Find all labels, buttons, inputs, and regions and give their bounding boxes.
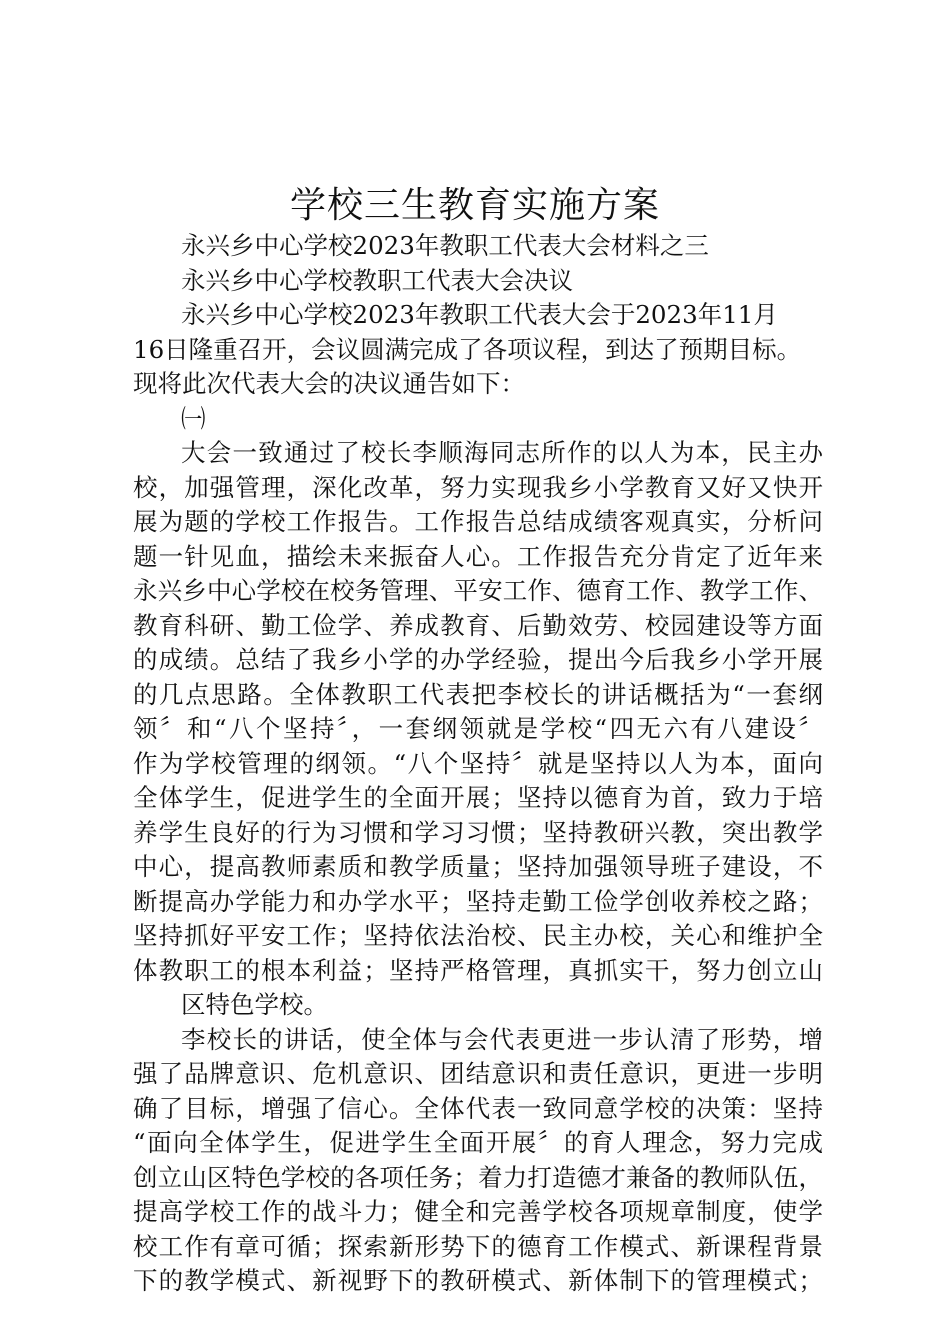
text-line: 断提高办学能力和办学水平；坚持走勤工俭学创收养校之路； — [133, 886, 823, 916]
section-marker: ㈠ — [181, 403, 206, 433]
text-line: 永兴乡中心学校在校务管理、平安工作、德育工作、教学工作、 — [133, 576, 823, 605]
text-line: 16日隆重召开，会议圆满完成了各项议程，到达了预期目标。 — [133, 334, 802, 364]
text-line: 中心，提高教师素质和教学质量；坚持加强领导班子建设，不 — [133, 852, 823, 881]
text-line: 的成绩。总结了我乡小学的办学经验，提出今后我乡小学开展 — [133, 645, 823, 674]
text-line: 体教职工的根本利益；坚持严格管理，真抓实干，努力创立山 — [133, 955, 823, 985]
text-line: 领〞和“八个坚持〞，一套纲领就是学校“四无六有八建设〞 — [133, 714, 823, 743]
text-line: 永兴乡中心学校2023年教职工代表大会于2023年11月 — [181, 300, 778, 329]
text-line: 创立山区特色学校的各项任务；着力打造德才兼备的教师队伍， — [133, 1162, 823, 1192]
text-line: 李校长的讲话，使全体与会代表更进一步认清了形势，增 — [181, 1024, 823, 1054]
text-line: 区特色学校。 — [181, 990, 328, 1019]
text-line: 下的教学模式、新视野下的教研模式、新体制下的管理模式； — [133, 1266, 823, 1295]
text-line: 永兴乡中心学校教职工代表大会决议 — [181, 265, 573, 295]
document-body — [133, 229, 823, 1299]
text-line: 确了目标，增强了信心。全体代表一致同意学校的决策：坚持 — [133, 1093, 823, 1123]
text-line: 题一针见血，描绘未来振奋人心。工作报告充分肯定了近年来 — [133, 541, 823, 571]
text-line: “面向全体学生，促进学生全面开展〞的育人理念，努力完成 — [133, 1128, 823, 1157]
text-line: 坚持抓好平安工作；坚持依法治校、民主办校，关心和维护全 — [133, 921, 823, 950]
text-line: 校，加强管理，深化改革，努力实现我乡小学教育又好又快开 — [133, 472, 823, 502]
text-line: 校工作有章可循；探索新形势下的德育工作模式、新课程背景 — [133, 1231, 823, 1261]
text-line: 现将此次代表大会的决议通告如下： — [133, 369, 525, 398]
text-line: 的几点思路。全体教职工代表把李校长的讲话概括为“一套纲 — [133, 679, 823, 709]
text-line: 教育科研、勤工俭学、养成教育、后勤效劳、校园建设等方面 — [133, 610, 823, 640]
text-line: 大会一致通过了校长李顺海同志所作的以人为本，民主办 — [181, 438, 823, 467]
text-line: 提高学校工作的战斗力；健全和完善学校各项规章制度，使学 — [133, 1197, 823, 1226]
text-line: 强了品牌意识、危机意识、团结意识和责任意识，更进一步明 — [133, 1059, 823, 1088]
text-line: 作为学校管理的纲领。“八个坚持〞就是坚持以人为本，面向 — [133, 748, 823, 778]
text-line: 永兴乡中心学校2023年教职工代表大会材料之三 — [181, 231, 709, 260]
text-line: 养学生良好的行为习惯和学习习惯；坚持教研兴教，突出教学 — [133, 817, 823, 847]
text-line: 展为题的学校工作报告。工作报告总结成绩客观真实，分析问 — [133, 507, 823, 536]
document-title: 学校三生教育实施方案 — [289, 185, 660, 226]
text-line: 全体学生，促进学生的全面开展；坚持以德育为首，致力于培 — [133, 783, 823, 812]
